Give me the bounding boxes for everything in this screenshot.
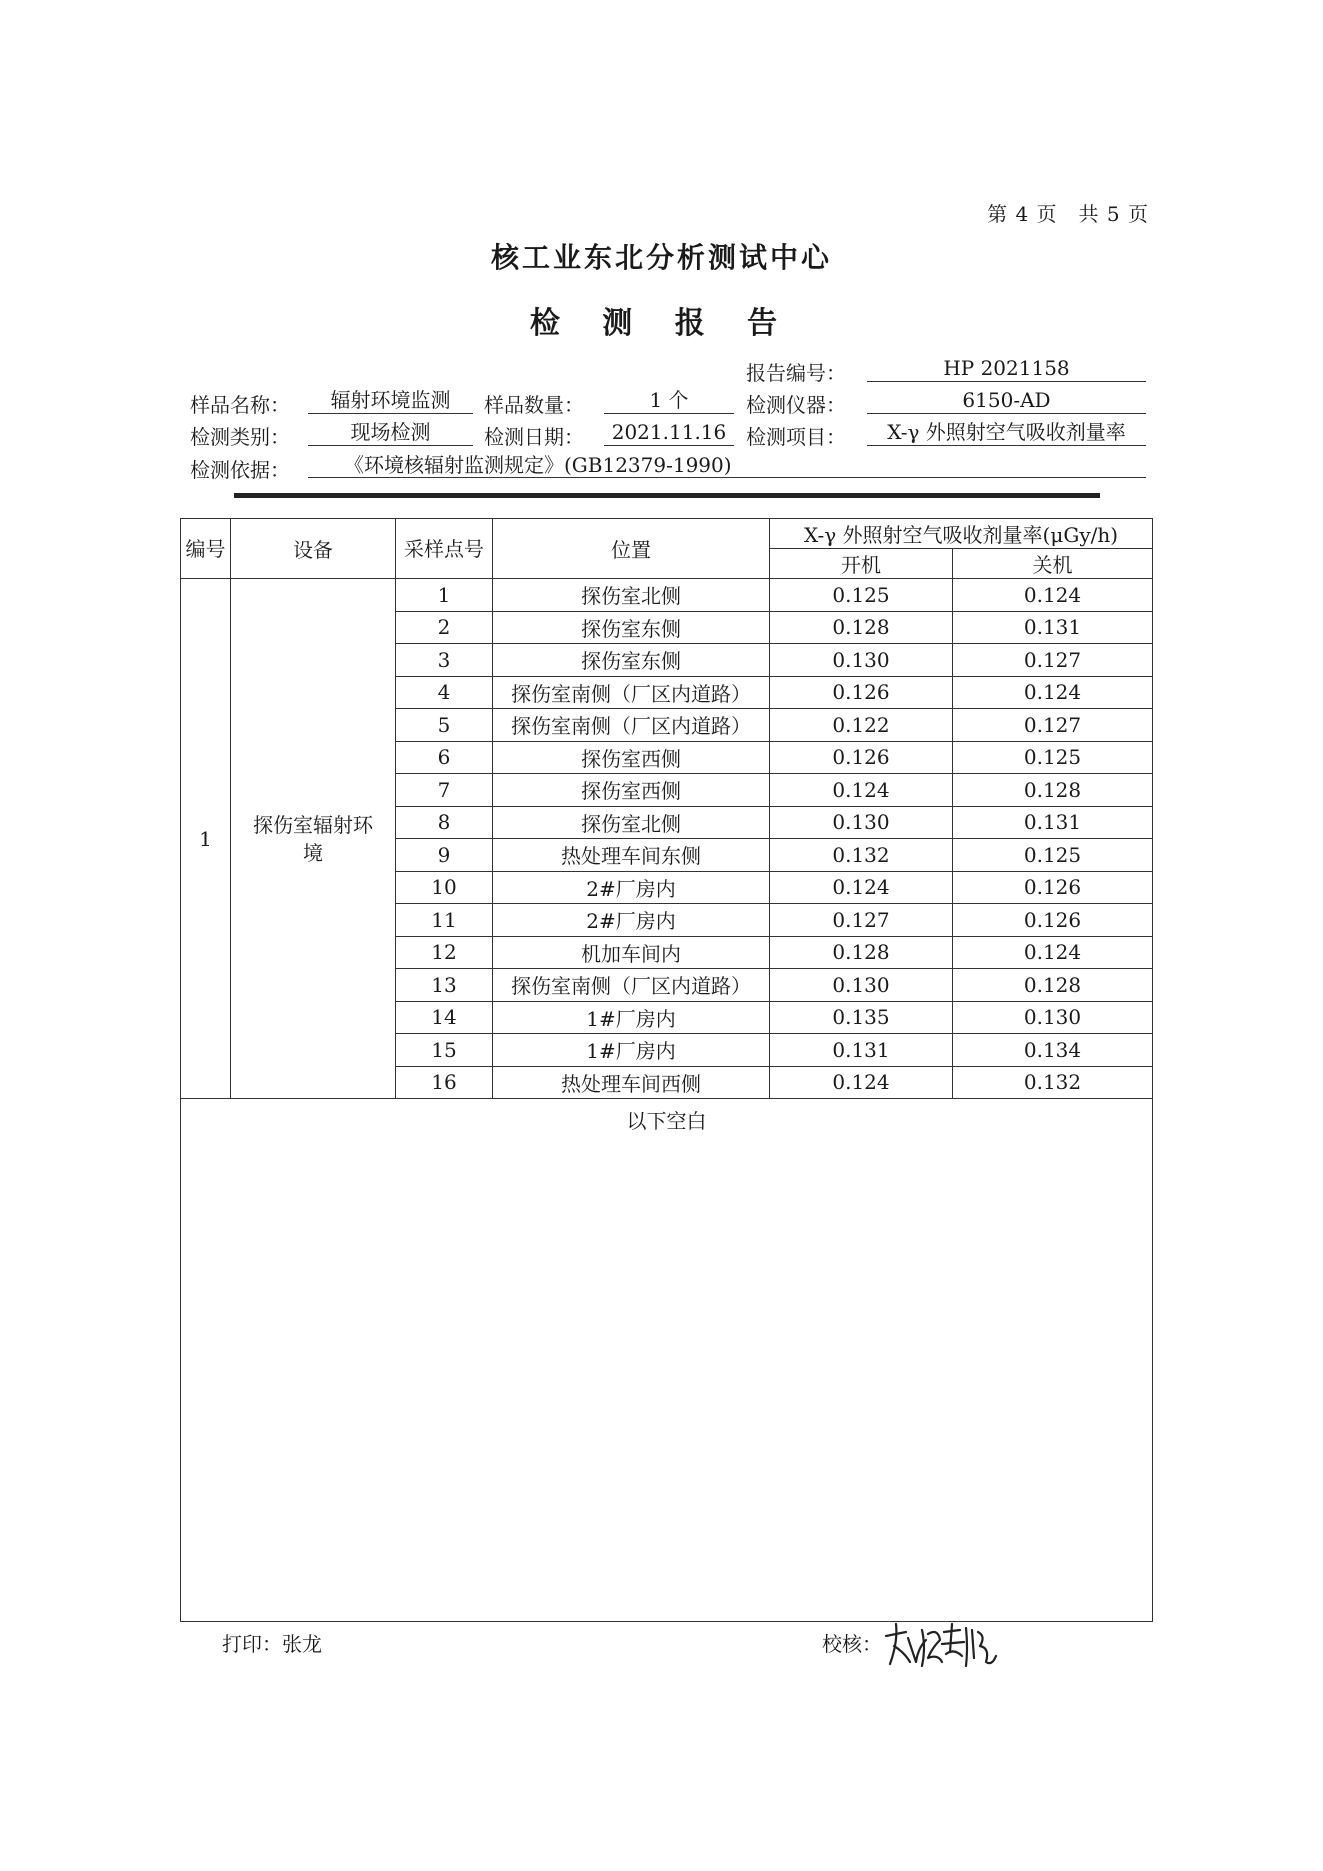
location-cell: 探伤室南侧（厂区内道路）: [493, 676, 770, 709]
location-cell: 2#厂房内: [493, 904, 770, 937]
blank-note: 以下空白: [626, 1109, 707, 1133]
on-value-cell: 0.131: [770, 1034, 953, 1067]
divider-rule: [234, 493, 1100, 498]
checker-signature: [882, 1618, 1000, 1672]
test-item-label: 检测项目：: [746, 425, 846, 449]
location-cell: 探伤室北侧: [493, 579, 770, 612]
on-value-cell: 0.125: [770, 579, 953, 612]
location-cell: 探伤室北侧: [493, 806, 770, 839]
test-type-label: 检测类别：: [190, 425, 290, 449]
report-no-value: HP 2021158: [867, 355, 1146, 382]
off-value-cell: 0.131: [953, 806, 1153, 839]
point-cell: 16: [396, 1066, 493, 1099]
sample-name-label: 样品名称：: [190, 393, 290, 417]
basis-label: 检测依据：: [190, 458, 290, 482]
point-cell: 8: [396, 806, 493, 839]
instrument-label: 检测仪器：: [746, 393, 846, 417]
on-value-cell: 0.130: [770, 969, 953, 1002]
header-no: 编号: [181, 519, 231, 579]
location-cell: 探伤室西侧: [493, 741, 770, 774]
off-value-cell: 0.130: [953, 1001, 1153, 1034]
point-cell: 7: [396, 774, 493, 807]
test-type-value: 现场检测: [308, 419, 473, 446]
off-value-cell: 0.128: [953, 774, 1153, 807]
basis-value: 《环境核辐射监测规定》(GB12379-1990): [308, 452, 1146, 478]
measurement-table: [180, 518, 1153, 1622]
printer-name: 张龙: [282, 1632, 322, 1656]
location-cell: 机加车间内: [493, 936, 770, 969]
location-cell: 探伤室东侧: [493, 611, 770, 644]
header-equipment: 设备: [231, 519, 396, 579]
location-cell: 2#厂房内: [493, 871, 770, 904]
on-value-cell: 0.124: [770, 774, 953, 807]
print-label: 打印：: [222, 1632, 282, 1656]
location-cell: 探伤室南侧（厂区内道路）: [493, 969, 770, 1002]
off-value-cell: 0.125: [953, 741, 1153, 774]
on-value-cell: 0.126: [770, 741, 953, 774]
off-value-cell: 0.124: [953, 936, 1153, 969]
point-cell: 14: [396, 1001, 493, 1034]
sample-count-label: 样品数量：: [484, 393, 584, 417]
on-value-cell: 0.135: [770, 1001, 953, 1034]
blank-area: [181, 1099, 1153, 1622]
on-value-cell: 0.127: [770, 904, 953, 937]
point-cell: 6: [396, 741, 493, 774]
location-cell: 1#厂房内: [493, 1001, 770, 1034]
location-cell: 热处理车间西侧: [493, 1066, 770, 1099]
point-cell: 3: [396, 644, 493, 677]
point-cell: 5: [396, 709, 493, 742]
off-value-cell: 0.124: [953, 676, 1153, 709]
header-off: 关机: [953, 549, 1153, 579]
point-cell: 10: [396, 871, 493, 904]
location-cell: 探伤室南侧（厂区内道路）: [493, 709, 770, 742]
off-value-cell: 0.126: [953, 871, 1153, 904]
off-value-cell: 0.128: [953, 969, 1153, 1002]
on-value-cell: 0.130: [770, 644, 953, 677]
location-cell: 1#厂房内: [493, 1034, 770, 1067]
instrument-value: 6150-AD: [867, 387, 1146, 414]
header-measure: X-γ 外照射空气吸收剂量率(μGy/h): [770, 519, 1153, 549]
point-cell: 1: [396, 579, 493, 612]
location-cell: 探伤室西侧: [493, 774, 770, 807]
on-value-cell: 0.128: [770, 936, 953, 969]
header-on: 开机: [770, 549, 953, 579]
report-no-label: 报告编号：: [746, 361, 846, 385]
check-label: 校核：: [822, 1632, 882, 1656]
test-item-value: X-γ 外照射空气吸收剂量率: [867, 419, 1146, 446]
point-cell: 2: [396, 611, 493, 644]
point-cell: 13: [396, 969, 493, 1002]
sample-name-value: 辐射环境监测: [308, 387, 473, 414]
document-title: 检 测 报 告: [529, 306, 794, 341]
on-value-cell: 0.128: [770, 611, 953, 644]
point-cell: 4: [396, 676, 493, 709]
group-number: 1: [181, 579, 231, 1099]
table-row: [181, 579, 1153, 612]
equipment-name: 探伤室辐射环境: [231, 579, 396, 1099]
on-value-cell: 0.124: [770, 1066, 953, 1099]
off-value-cell: 0.127: [953, 644, 1153, 677]
point-cell: 11: [396, 904, 493, 937]
organization-title: 核工业东北分析测试中心: [490, 241, 832, 274]
off-value-cell: 0.124: [953, 579, 1153, 612]
off-value-cell: 0.132: [953, 1066, 1153, 1099]
off-value-cell: 0.127: [953, 709, 1153, 742]
on-value-cell: 0.132: [770, 839, 953, 872]
off-value-cell: 0.126: [953, 904, 1153, 937]
test-date-value: 2021.11.16: [604, 419, 734, 446]
location-cell: 探伤室东侧: [493, 644, 770, 677]
sample-count-value: 1 个: [604, 387, 734, 414]
on-value-cell: 0.130: [770, 806, 953, 839]
page-number: 第 4 页 共 5 页: [987, 202, 1149, 226]
on-value-cell: 0.122: [770, 709, 953, 742]
point-cell: 12: [396, 936, 493, 969]
on-value-cell: 0.126: [770, 676, 953, 709]
point-cell: 15: [396, 1034, 493, 1067]
location-cell: 热处理车间东侧: [493, 839, 770, 872]
header-point: 采样点号: [396, 519, 493, 579]
off-value-cell: 0.134: [953, 1034, 1153, 1067]
off-value-cell: 0.125: [953, 839, 1153, 872]
off-value-cell: 0.131: [953, 611, 1153, 644]
point-cell: 9: [396, 839, 493, 872]
on-value-cell: 0.124: [770, 871, 953, 904]
test-date-label: 检测日期：: [484, 425, 584, 449]
header-location: 位置: [493, 519, 770, 579]
